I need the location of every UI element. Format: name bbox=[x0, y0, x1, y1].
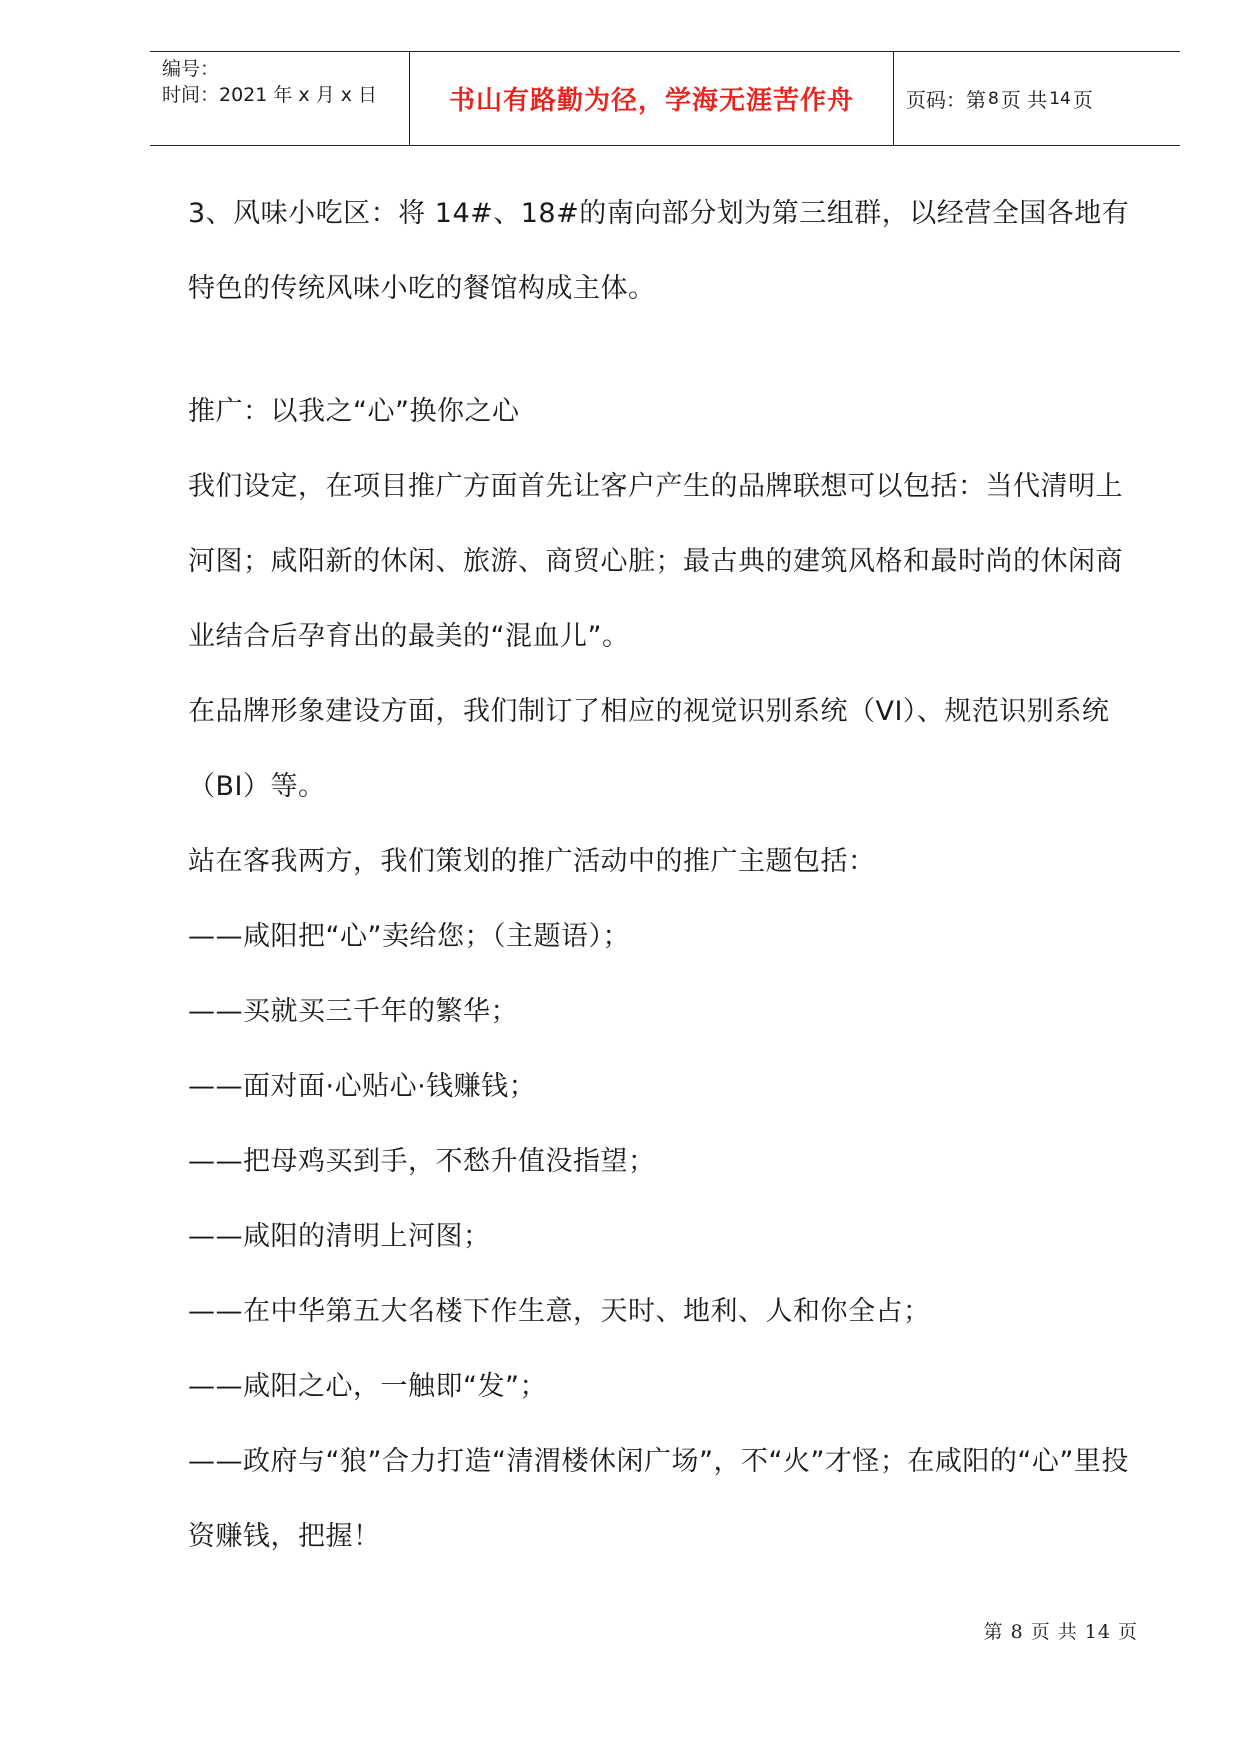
page-total: 14 bbox=[1049, 88, 1071, 109]
paragraph-brand-association: 我们设定，在项目推广方面首先让客户产生的品牌联想可以包括：当代清明上河图；咸阳新的休闲、旅游、商贸心脏；最古典的建筑风格和最时尚的休闲商业结合后孕育出的最美的“混血儿”。 bbox=[188, 471, 1123, 652]
document-header bbox=[150, 51, 1180, 146]
page-prefix: 页码：第 bbox=[906, 88, 986, 112]
page-footer: 第 8 页 共 14 页 bbox=[983, 1621, 1138, 1643]
page-suffix: 页 bbox=[1072, 88, 1093, 112]
paragraph-brand-identity: 在品牌形象建设方面，我们制订了相应的视觉识别系统（VI）、规范识别系统（BI）等。 bbox=[188, 696, 1110, 802]
header-motto: 书山有路勤为径，学海无涯苦作舟 bbox=[410, 52, 894, 145]
theme-item: ——买就买三千年的繁华； bbox=[188, 996, 518, 1027]
theme-item: ——咸阳的清明上河图； bbox=[188, 1221, 491, 1252]
page-mid: 页 共 bbox=[1000, 88, 1048, 112]
paragraph-themes-intro: 站在客我两方，我们策划的推广活动中的推广主题包括： bbox=[188, 846, 876, 877]
theme-item: ——咸阳之心，一触即“发”； bbox=[188, 1371, 547, 1402]
header-page-number bbox=[894, 52, 1180, 145]
document-date: 时间：2021 年 x 月 x 日 bbox=[162, 84, 378, 106]
theme-item: ——把母鸡买到手，不愁升值没指望； bbox=[188, 1146, 656, 1177]
paragraph-promotion-heading: 推广：以我之“心”换你之心 bbox=[188, 396, 520, 427]
theme-item: ——在中华第五大名楼下作生意，天时、地利、人和你全占； bbox=[188, 1296, 931, 1327]
theme-item: ——政府与“狼”合力打造“清渭楼休闲广场”，不“火”才怪；在咸阳的“心”里投资赚钱，把握！ bbox=[188, 1446, 1129, 1552]
theme-item: ——咸阳把“心”卖给您；（主题语）； bbox=[188, 921, 630, 952]
document-body bbox=[188, 176, 1148, 1574]
header-meta-cell bbox=[150, 52, 410, 145]
paragraph-snack-zone: 3、风味小吃区：将 14#、18#的南向部分划为第三组群，以经营全国各地有特色的传统风味小吃的餐馆构成主体。 bbox=[188, 198, 1130, 304]
document-number-label: 编号： bbox=[162, 58, 220, 80]
paragraph-gap bbox=[188, 326, 1148, 374]
theme-item: ——面对面·心贴心·钱赚钱； bbox=[188, 1071, 537, 1102]
page-current: 8 bbox=[988, 88, 999, 109]
